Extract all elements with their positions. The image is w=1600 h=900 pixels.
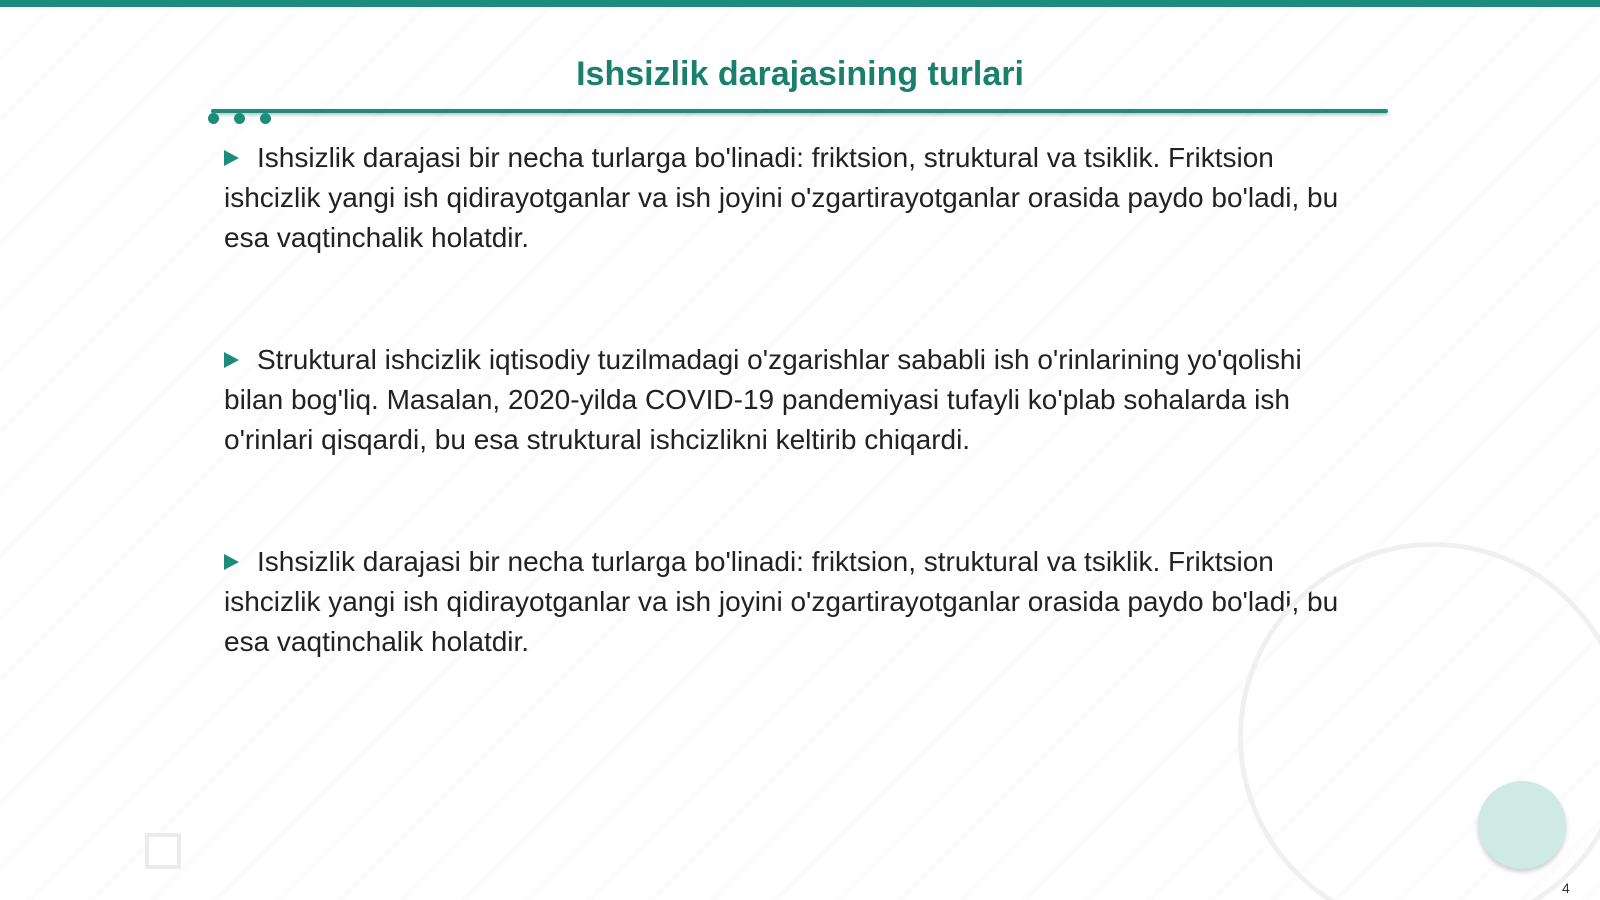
bullet-paragraph: [224, 542, 1354, 662]
page-number: 4: [1562, 880, 1570, 896]
triangle-bullet-icon: [224, 352, 239, 368]
top-accent-bar: [0, 0, 1600, 7]
bullet-list: [224, 138, 1354, 744]
paragraph-text: Struktural ishcizlik iqtisodiy tuzilmadagi o'zgarishlar sababli ish o'rinlarining yo'qolishi bilan bog'liq. Masalan, 2020-yilda COVID-19 pandemiyasi tufayli ko'plab sohalarda ish o'rinlari qisqardi, bu esa struktural ishcizlikni keltirib chiqardi.: [224, 344, 1302, 455]
paragraph-text: Ishsizlik darajasi bir necha turlarga bo'linadi: friktsion, struktural va tsiklik. Friktsion ishcizlik yangi ish qidirayotganlar va ish joyini o'zgartirayotganlar orasida paydo bo'ladi, bu esa vaqtinchalik holatdir.: [224, 142, 1339, 253]
paragraph-text: Ishsizlik darajasi bir necha turlarga bo'linadi: friktsion, struktural va tsiklik. Friktsion ishcizlik yangi ish qidirayotganlar va ish joyini o'zgartirayotganlar orasida paydo bo'ladi, bu esa vaqtinchalik holatdir.: [224, 546, 1339, 657]
triangle-bullet-icon: [224, 150, 239, 166]
title-underline: [211, 109, 1388, 113]
decor-dot: [260, 113, 271, 124]
decor-dot: [208, 113, 219, 124]
decor-square: [145, 833, 181, 869]
bullet-paragraph: [224, 138, 1354, 258]
decor-disc: [1478, 781, 1566, 869]
slide-title: Ishsizlik darajasining turlari: [576, 55, 1024, 93]
triangle-bullet-icon: [224, 554, 239, 570]
bullet-paragraph: [224, 340, 1354, 460]
decor-dot: [234, 113, 245, 124]
